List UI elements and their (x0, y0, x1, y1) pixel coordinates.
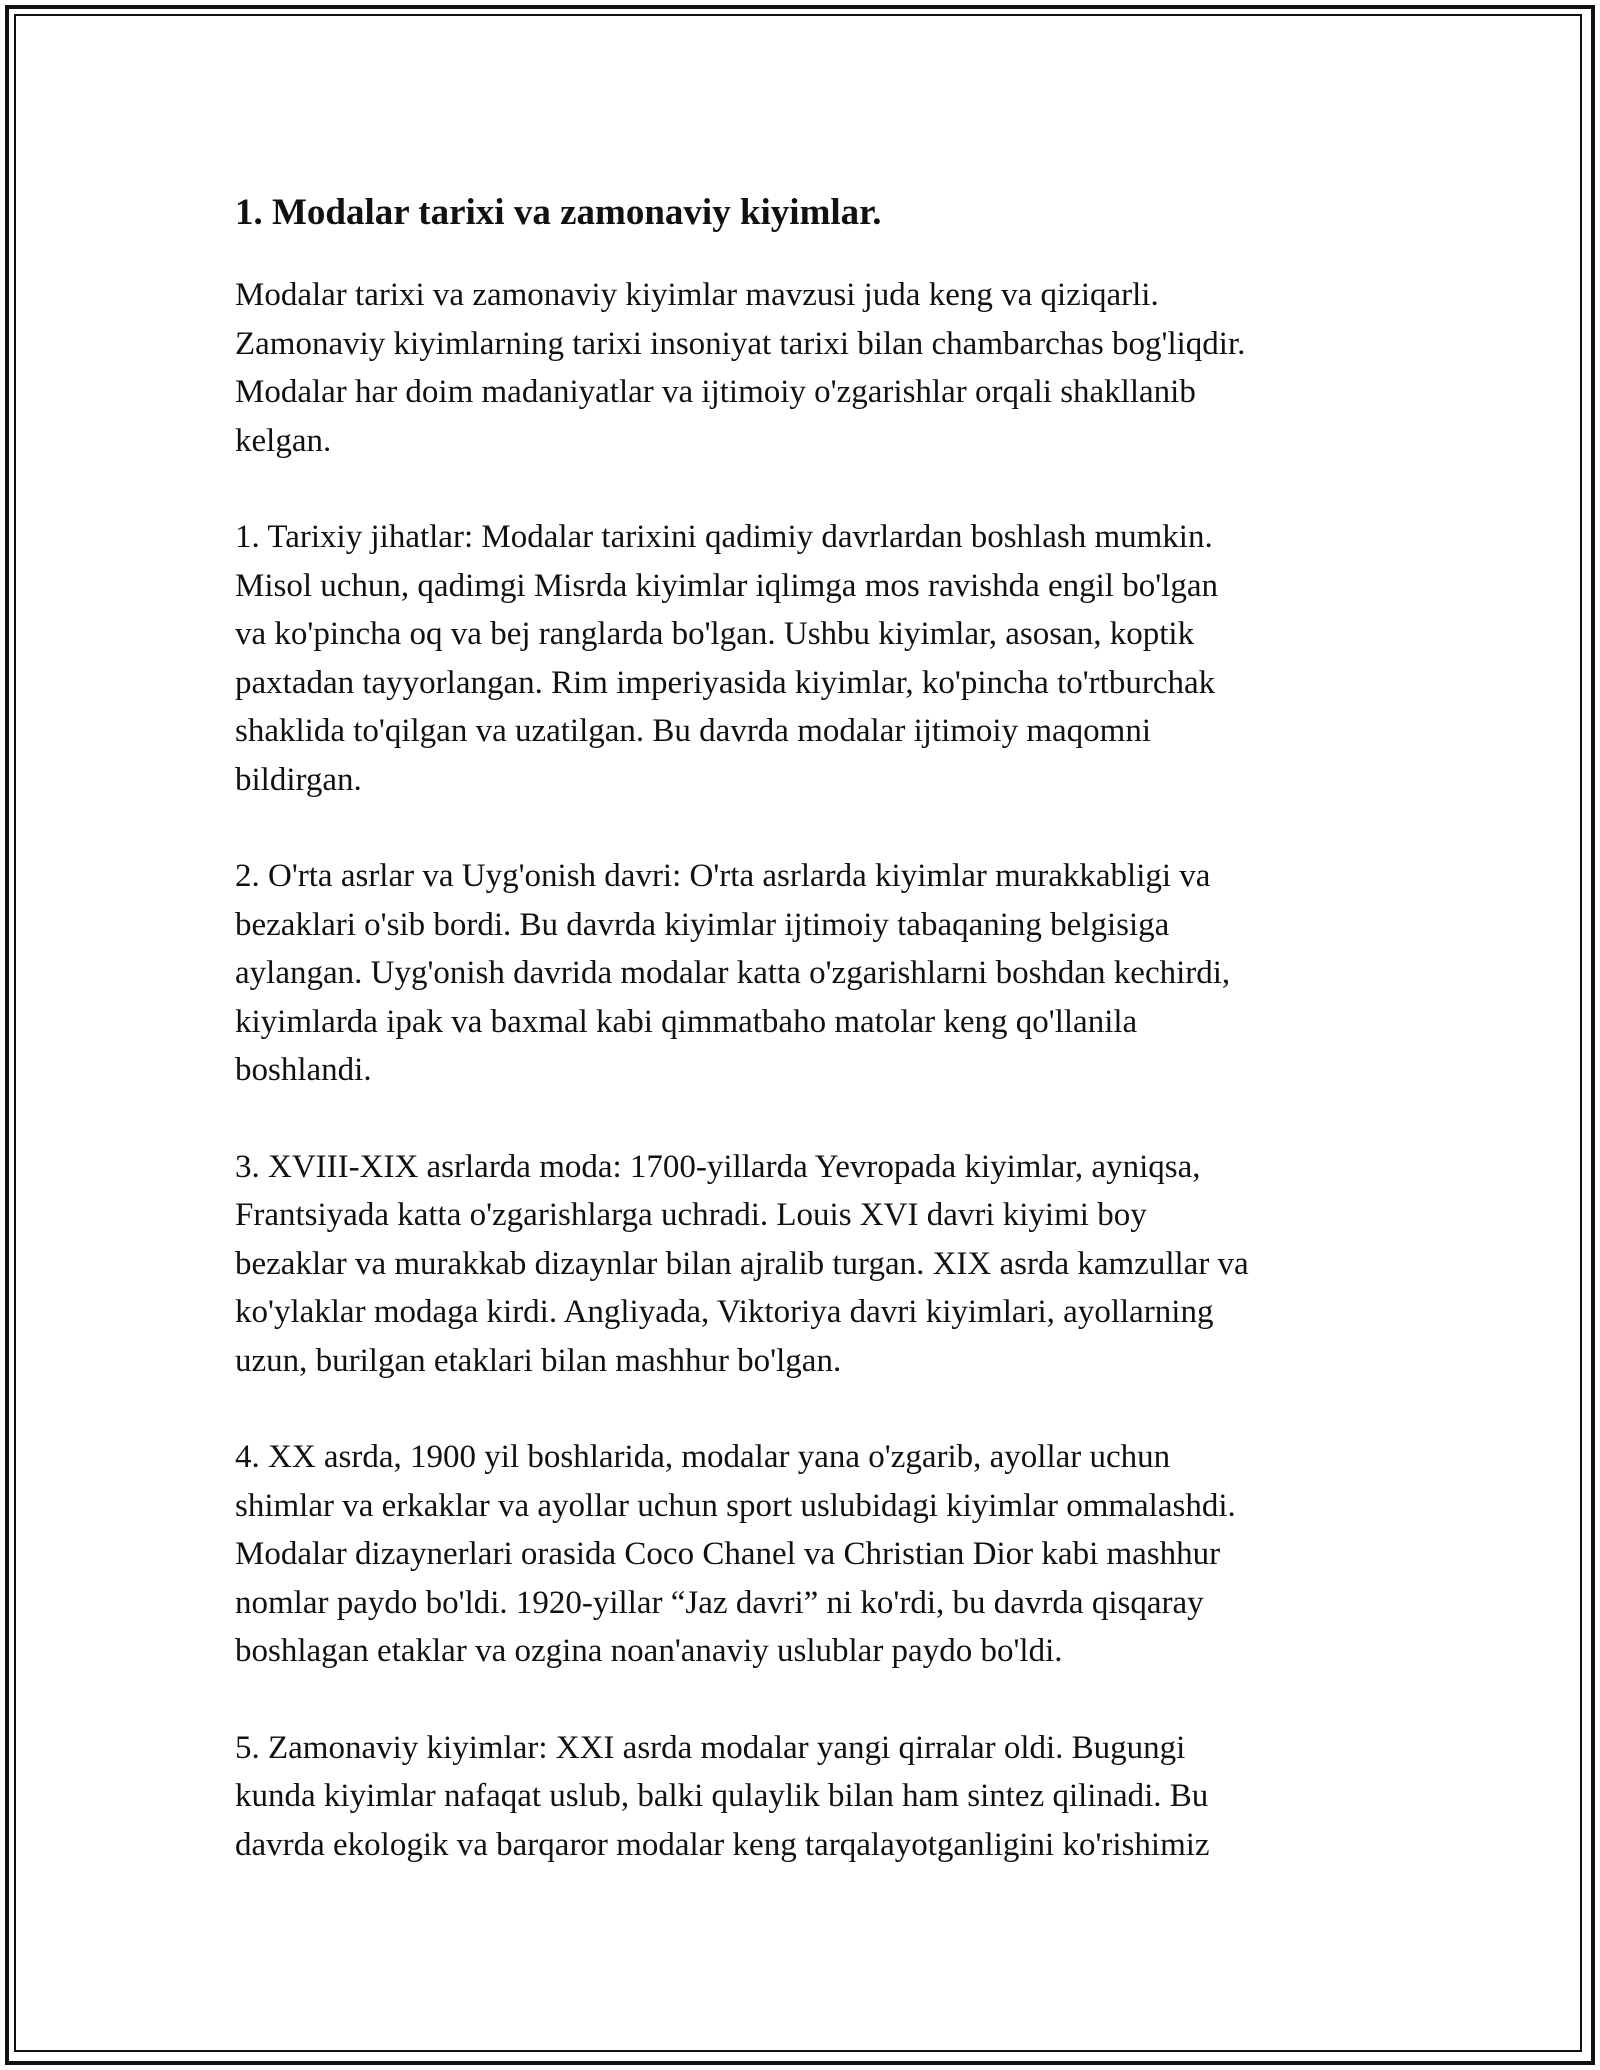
document-title: 1. Modalar tarixi va zamonaviy kiyimlar. (235, 192, 882, 233)
paragraph-middle-ages-renaissance: 2. O'rta asrlar va Uyg'onish davri: O'rta asrlarda kiyimlar murakkabligi va bezaklari o'sib bordi. Bu davrda kiyimlar ijtimoiy tabaqaning belgisiga aylangan. Uyg'onish davrida modalar katta o'zgarishlarni boshdan kechirdi, kiyimlarda ipak va baxmal kabi qimmatbaho matolar keng qo'llanila boshlandi. (235, 858, 1231, 1088)
paragraph-historical-aspects: 1. Tarixiy jihatlar: Modalar tarixini qadimiy davrlardan boshlash mumkin. Misol uchun, qadimgi Misrda kiyimlar iqlimga mos ravishda engil bo'lgan va ko'pincha oq va bej ranglarda bo'lgan. Ushbu kiyimlar, asosan, koptik paxtadan tayyorlangan. Rim imperiyasida kiyimlar, ko'pincha to'rtburchak shaklida to'qilgan va uzatilgan. Bu davrda modalar ijtimoiy maqomni bildirgan. (235, 519, 1218, 798)
paragraph-modern-clothing: 5. Zamonaviy kiyimlar: XXI asrda modalar yangi qirralar oldi. Bugungi kunda kiyimlar nafaqat uslub, balki qulaylik bilan ham sintez qilinadi. Bu davrda ekologik va barqaror modalar keng tarqalayotganligini ko'rishimiz (235, 1729, 1210, 1863)
paragraph-20th-century: 4. XX asrda, 1900 yil boshlarida, modalar yana o'zgarib, ayollar uchun shimlar va erkaklar va ayollar uchun sport uslubidagi kiyimlar ommalashdi. Modalar dizaynerlari orasida Coco Chanel va Christian Dior kabi mashhur nomlar paydo bo'ldi. 1920-yillar “Jaz davri” ni ko'rdi, bu davrda qisqaray boshlagan etaklar va ozgina noan'anaviy uslublar paydo bo'ldi. (235, 1439, 1236, 1669)
paragraph-18th-19th-century: 3. XVIII-XIX asrlarda moda: 1700-yillarda Yevropada kiyimlar, ayniqsa, Frantsiyada katta o'zgarishlarga uchradi. Louis XVI davri kiyimi boy bezaklar va murakkab dizaynlar bilan ajralib turgan. XIX asrda kamzullar va ko'ylaklar modaga kirdi. Angliyada, Viktoriya davri kiyimlari, ayollarning uzun, burilgan etaklari bilan mashhur bo'lgan. (235, 1148, 1249, 1379)
intro-paragraph: Modalar tarixi va zamonaviy kiyimlar mavzusi juda keng va qiziqarli. Zamonaviy kiyimlarning tarixi insoniyat tarixi bilan chambarchas bog'liqdir. Modalar har doim madaniyatlar va ijtimoiy o'zgarishlar orqali shakllanib kelgan. (235, 277, 1246, 459)
document-body (235, 185, 1375, 1917)
